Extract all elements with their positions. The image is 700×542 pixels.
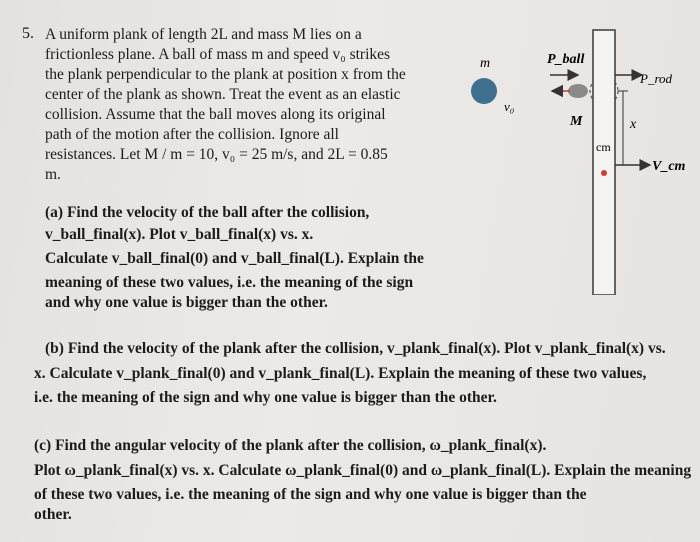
intro-line: resistances. Let M / m = 10, v₀ = 25 m/s, and 2L = 0.85 — [45, 146, 388, 163]
intro-line: collision. Assume that the ball moves along its original — [45, 106, 386, 123]
part-a-line: meaning of these two values, i.e. the meaning of the sign — [45, 274, 414, 291]
contact-ball — [568, 84, 588, 98]
problem-number: 5. — [22, 25, 34, 42]
p-ball-label: P_ball — [547, 52, 585, 67]
ball-speed-label: v₀ — [504, 99, 515, 114]
intro-line: A uniform plank of length 2L and mass M lies on a — [45, 26, 362, 43]
plank-mass-label: M — [570, 114, 583, 129]
cm-dot — [601, 170, 607, 176]
intro-line: frictionless plane. A ball of mass m and speed v₀ strikes — [45, 46, 391, 63]
part-a-line: and why one value is bigger than the other. — [45, 294, 328, 311]
x-label: x — [630, 117, 637, 132]
cm-label: cm — [596, 140, 611, 154]
plank — [593, 30, 615, 295]
part-b-line: x. Calculate v_plank_final(0) and v_plank_final(L). Explain the meaning of these two values, — [34, 365, 647, 382]
part-b-line: i.e. the meaning of the sign and why one value is bigger than the other. — [34, 389, 497, 406]
intro-line: m. — [45, 166, 61, 183]
ball-mass-label: m — [480, 56, 491, 71]
part-b-line: (b) Find the velocity of the plank after the collision, v_plank_final(x). Plot v_plank_final(x) vs. — [45, 340, 666, 357]
p-rod-label: P_rod — [640, 71, 673, 86]
collision-diagram — [460, 25, 700, 295]
part-a-line: Calculate v_ball_final(0) and v_ball_final(L). Explain the — [45, 250, 424, 267]
intro-line: path of the motion after the collision. Ignore all — [45, 126, 339, 143]
intro-line: center of the plank as shown. Treat the event as an elastic — [45, 86, 401, 103]
part-c-line: (c) Find the angular velocity of the plank after the collision, ω_plank_final(x). — [34, 437, 547, 454]
v-cm-label: V_cm — [652, 159, 686, 174]
part-c-line: Plot ω_plank_final(x) vs. x. Calculate ω_plank_final(0) and ω_plank_final(L). Explain the meaning — [34, 462, 692, 479]
part-a-line: (a) Find the velocity of the ball after the collision, — [45, 204, 370, 221]
intro-line: the plank perpendicular to the plank at position x from the — [45, 66, 406, 83]
part-a-line: v_ball_final(x). Plot v_ball_final(x) vs. x. — [45, 226, 314, 243]
part-c-line: of these two values, i.e. the meaning of the sign and why one value is bigger than the — [34, 486, 587, 503]
ball — [471, 78, 497, 104]
part-c-line: other. — [34, 506, 72, 523]
